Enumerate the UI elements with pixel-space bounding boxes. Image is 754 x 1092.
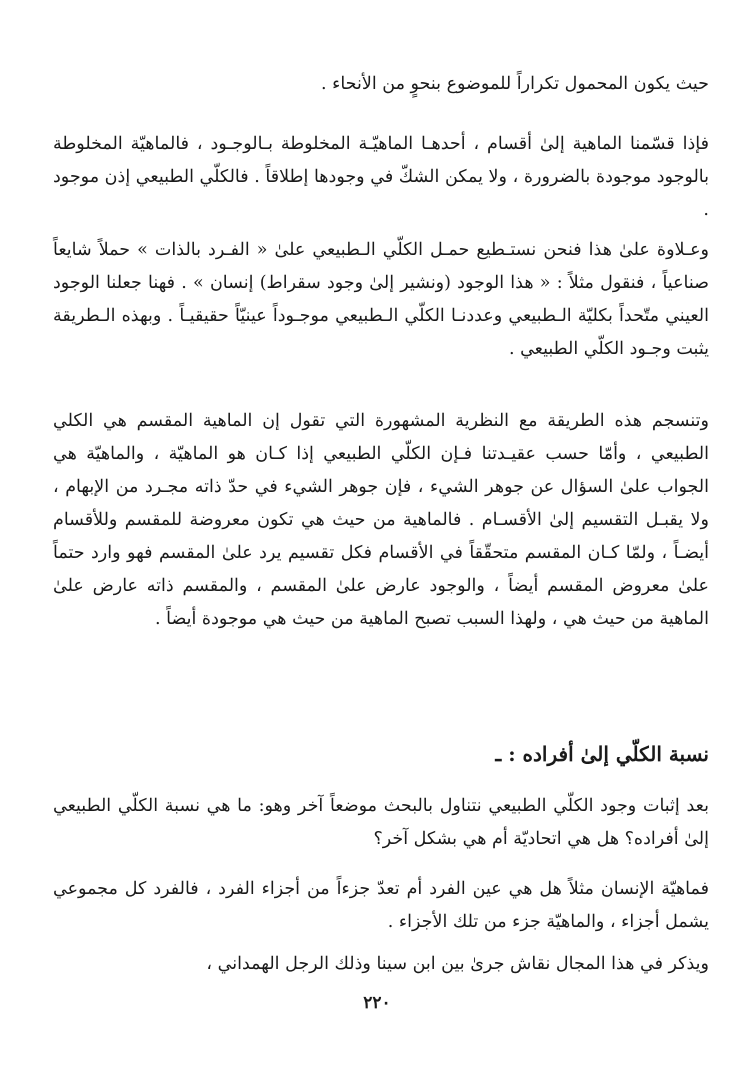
paragraph-debate: ويذكر في هذا المجال نقاش جرىٰ بين ابن سينا وذلك الرجل الهمداني ،: [206, 954, 709, 974]
paragraph-predication: وعـلاوة علىٰ هذا فنحن نستـطيع حمـل الكلّي الـطبيعي علىٰ « الفـرد بالذات » حملاً شايعاً صناعياً ، فنقول مثلاً : « هذا الوجود (ونشير إلىٰ وجود سقراط) إنسان » . فهنا جعلنا الوجود العيني متّحداً بكليّة الـطبيعي وعددنـا الكلّي الـطبيعي موجـوداً عينيّاً حقيقيـاً . وبهذه الـطريقة يثبت وجـود الكلّي الطبيعي .: [53, 240, 709, 359]
paragraph-theory: وتنسجم هذه الطريقة مع النظرية المشهورة التي تقول إن الماهية المقسم هي الكلي الطبيعي ، وأمّا حسب عقيـدتنا فـإن الكلّي الطبيعي إذا كـان هو الماهيّة ، والماهيّة هي الجواب علىٰ السؤال عن جوهر الشيء ، فإن جوهر الشيء في حدّ ذاته مجـرد من الإبهام ، ولا يقبـل التقسيم إلىٰ الأقسـام . فالماهية من حيث هي تكون معروضة للمقسم وللأقسام أيضـاً ، ولمّا كـان المقسم متحقّقاً في الأقسام فكل تقسيم يرد علىٰ المقسم فهو وارد حتماً علىٰ معروض المقسم أيضاً ، والوجود عارض علىٰ المقسم ، والمقسم ذاته عارض علىٰ الماهية من حيث هي ، ولهذا السبب تصبح الماهية من حيث هي موجودة أيضاً .: [53, 411, 709, 629]
paragraph-example: فماهيّة الإنسان مثلاً هل هي عين الفرد أم تعدّ جزءاً من أجزاء الفرد ، فالفرد كل مجموعي يشمل أجزاء ، والماهيّة جزء من تلك الأجزاء .: [53, 879, 709, 932]
paragraph-continuation: حيث يكون المحمول تكراراً للموضوع بنحوٍ من الأنحاء .: [321, 74, 709, 94]
paragraph-division: فإذا قسّمنا الماهية إلىٰ أقسام ، أحدهـا الماهيّـة المخلوطة بـالوجـود ، فالماهيّة المخلوطة بالوجود موجودة بالضرورة ، ولا يمكن الشكّ في وجودها إطلاقاً . فالكلّي الطبيعي إذن موجود .: [53, 134, 709, 220]
paragraph-relation: بعد إثبات وجود الكلّي الطبيعي نتناول بالبحث موضعاً آخر وهو: ما هي نسبة الكلّي الطبيعي إلىٰ أفراده؟ هل هي اتحاديّة أم هي بشكل آخر؟: [53, 796, 709, 849]
section-heading: نسبة الكلّي إلىٰ أفراده : ـ: [495, 742, 709, 766]
page-number: ٢٢٠: [363, 993, 391, 1013]
